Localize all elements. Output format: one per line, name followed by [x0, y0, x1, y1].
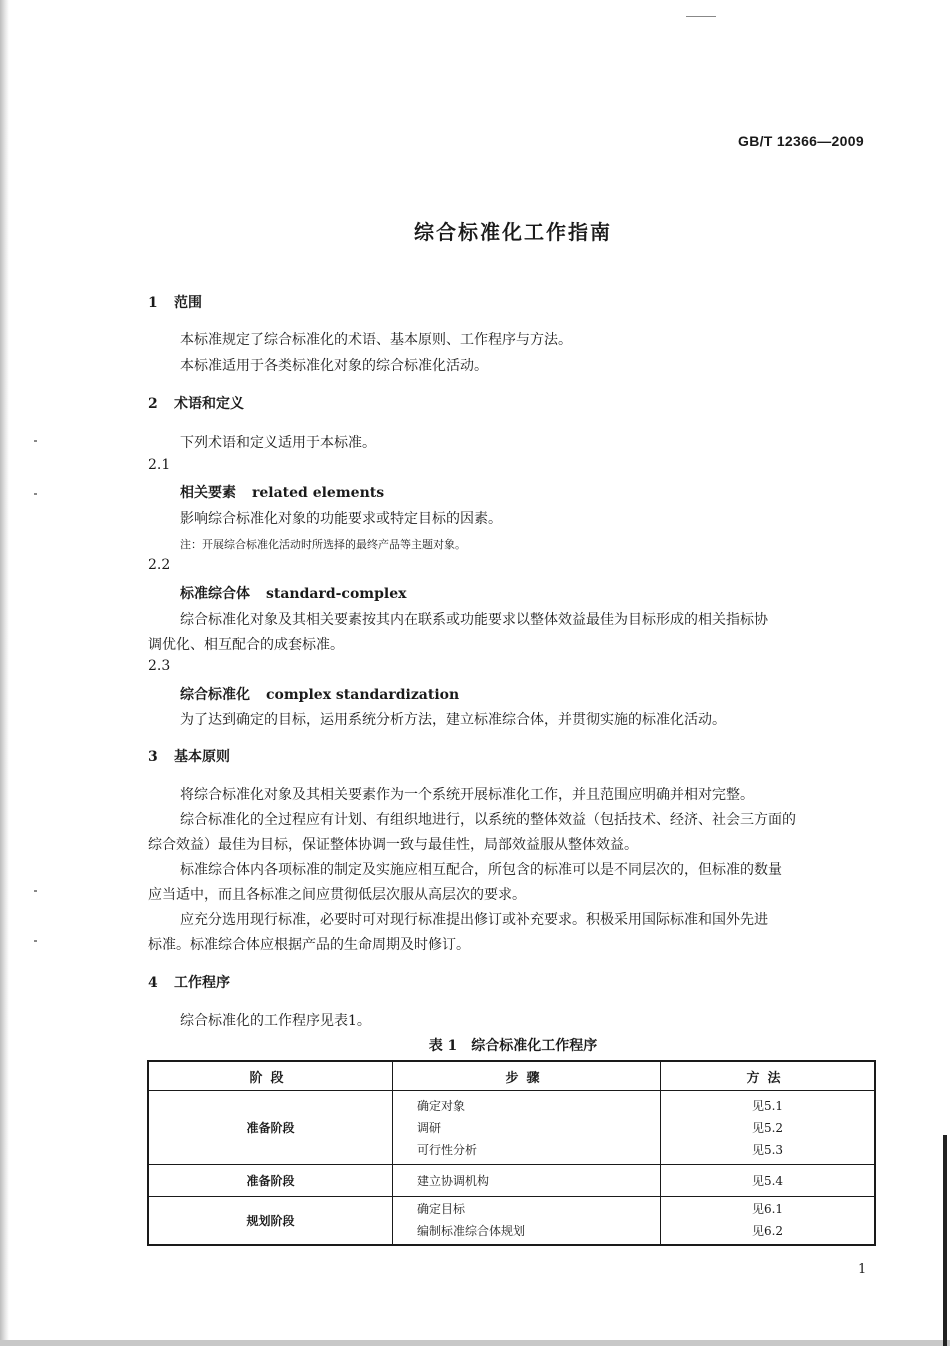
table-row [148, 1091, 875, 1165]
step: 编制标准综合体规划 [417, 1224, 526, 1239]
section-title: 工作程序 [174, 975, 230, 991]
step: 可行性分析 [417, 1142, 478, 1157]
term-definition: 综合标准化对象及其相关要素按其内在联系或功能要求以整体效益最佳为目标形成的相关指标协 [180, 612, 768, 628]
page-number: 1 [858, 1262, 867, 1277]
section-number: 2 [148, 396, 158, 412]
term-en: related elements [252, 485, 385, 501]
procedure-table [147, 1060, 876, 1246]
term-heading [180, 482, 384, 502]
section-1-heading [148, 292, 202, 312]
table-row [148, 1165, 875, 1197]
table-row [148, 1197, 875, 1245]
section-number: 3 [148, 749, 158, 765]
paragraph: 本标准适用于各类标准化对象的综合标准化活动。 [180, 358, 488, 374]
section-2-heading [148, 393, 244, 413]
term-number: 2.2 [148, 557, 171, 573]
method: 见5.3 [751, 1142, 784, 1157]
paragraph: 下列术语和定义适用于本标准。 [180, 435, 376, 451]
document-number: GB/T 12366—2009 [738, 133, 864, 149]
method: 见5.4 [751, 1173, 784, 1188]
scan-speck [34, 440, 37, 442]
term-zh: 相关要素 [180, 485, 236, 501]
scan-bottom-edge [0, 1340, 950, 1346]
step: 确定目标 [417, 1202, 466, 1217]
term-definition: 影响综合标准化对象的功能要求或特定目标的因素。 [180, 511, 502, 527]
paragraph: 综合标准化的全过程应有计划、有组织地进行，以系统的整体效益（包括技术、经济、社会三方面的 [180, 812, 796, 828]
table-caption: 表 1 综合标准化工作程序 [428, 1038, 598, 1054]
term-heading [180, 684, 459, 704]
term-number: 2.3 [148, 658, 171, 674]
scan-right-edge [943, 1135, 947, 1346]
paragraph: 标准综合体内各项标准的制定及实施应相互配合，所包含的标准可以是不同层次的，但标准的数量 [180, 862, 782, 878]
steps-cell [393, 1091, 661, 1165]
method-cell [661, 1091, 876, 1165]
section-title: 基本原则 [174, 749, 230, 765]
paragraph: 将综合标准化对象及其相关要素作为一个系统开展标准化工作，并且范围应明确并相对完整。 [180, 787, 754, 803]
term-note: 注：开展综合标准化活动时所选择的最终产品等主题对象。 [180, 538, 466, 551]
table-header-row [148, 1061, 875, 1091]
header-cell-steps: 步骤 [393, 1061, 661, 1091]
section-title: 范围 [174, 295, 202, 311]
term-zh: 标准综合体 [180, 586, 250, 602]
term-number: 2.1 [148, 457, 171, 473]
section-number: 4 [148, 975, 158, 991]
stage-cell: 规划阶段 [148, 1197, 393, 1245]
scan-speck [34, 940, 37, 942]
method: 见5.2 [751, 1120, 784, 1135]
paragraph-cont: 标准。标准综合体应根据产品的生命周期及时修订。 [148, 937, 470, 953]
page-title: 综合标准化工作指南 [414, 220, 612, 244]
stage-cell: 准备阶段 [148, 1091, 393, 1165]
method-cell [661, 1197, 876, 1245]
scan-speck [34, 493, 37, 495]
method: 见6.2 [751, 1224, 784, 1239]
term-definition-cont: 调优化、相互配合的成套标准。 [148, 637, 344, 653]
section-title: 术语和定义 [174, 396, 244, 412]
method: 见6.1 [751, 1202, 784, 1217]
steps-cell [393, 1165, 661, 1197]
paragraph-cont: 综合效益）最佳为目标，保证整体协调一致与最佳性，局部效益服从整体效益。 [148, 837, 638, 853]
term-en: standard-complex [266, 586, 407, 602]
step: 调研 [417, 1120, 442, 1135]
step: 建立协调机构 [417, 1173, 490, 1188]
section-number: 1 [148, 295, 158, 311]
steps-cell [393, 1197, 661, 1245]
step: 确定对象 [417, 1098, 466, 1113]
scan-speck [34, 890, 37, 892]
section-4-heading [148, 972, 230, 992]
term-en: complex standardization [266, 687, 460, 703]
method: 见5.1 [751, 1098, 784, 1113]
section-3-heading [148, 746, 230, 766]
paragraph: 应充分选用现行标准，必要时可对现行标准提出修订或补充要求。积极采用国际标准和国外先进 [180, 912, 768, 928]
paragraph: 本标准规定了综合标准化的术语、基本原则、工作程序与方法。 [180, 332, 572, 348]
term-zh: 综合标准化 [180, 687, 250, 703]
header-cell-stage: 阶段 [148, 1061, 393, 1091]
term-definition: 为了达到确定的目标，运用系统分析方法，建立标准综合体，并贯彻实施的标准化活动。 [180, 712, 726, 728]
scan-left-edge [0, 0, 9, 1346]
stage-cell: 准备阶段 [148, 1165, 393, 1197]
paragraph: 综合标准化的工作程序见表1。 [180, 1013, 371, 1029]
method-cell [661, 1165, 876, 1197]
scan-mark [686, 16, 716, 17]
term-heading [180, 583, 406, 603]
header-cell-method: 方法 [661, 1061, 876, 1091]
paragraph-cont: 应当适中，而且各标准之间应贯彻低层次服从高层次的要求。 [148, 887, 526, 903]
